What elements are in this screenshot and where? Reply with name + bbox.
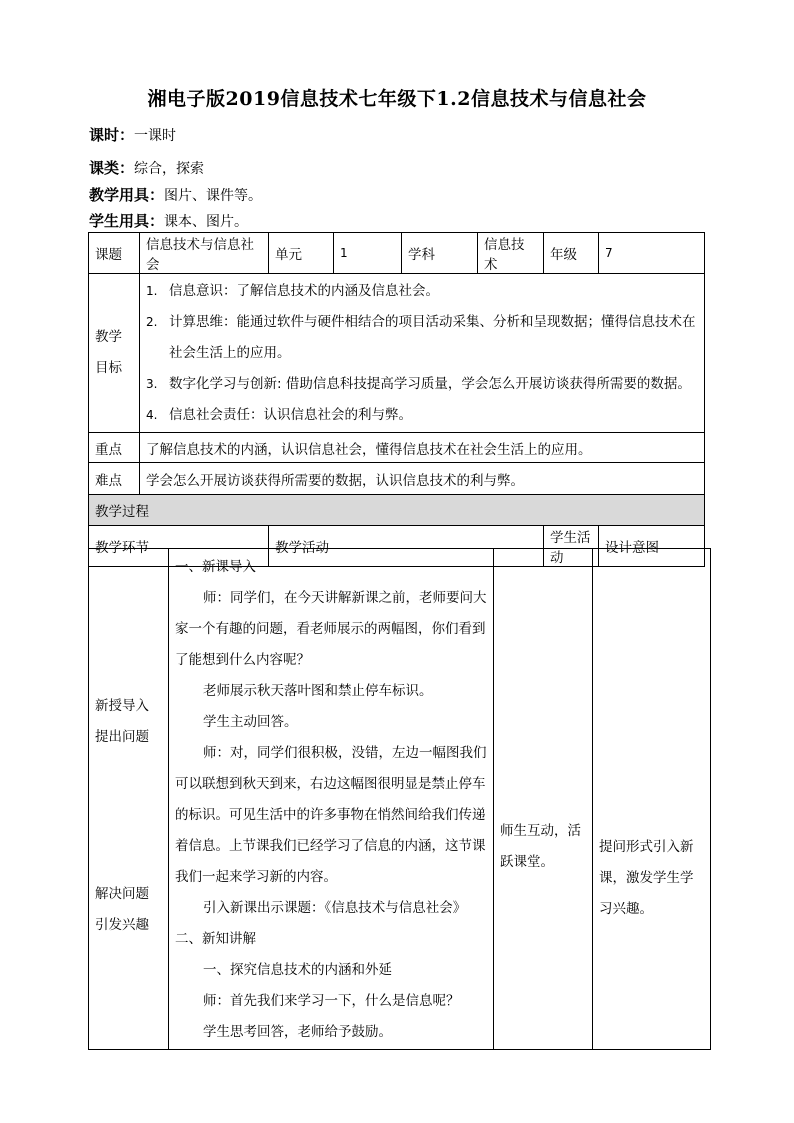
teacher-tools-label: 教学用具： [89, 186, 165, 204]
subject-value: 信息技术 [478, 233, 544, 274]
stage-1-line2: 提出问题 [95, 729, 149, 745]
activity-line: 师：首先我们来学习一下，什么是信息呢？ [203, 993, 460, 1009]
lesson-type [89, 157, 204, 178]
design-intent-header: 设计意图 [599, 526, 705, 567]
design-intent-cell [593, 549, 711, 1050]
unit-label: 单元 [269, 233, 334, 274]
activity-cell [169, 549, 494, 1050]
goal-number: 2. [146, 314, 158, 329]
process-header-row [89, 495, 705, 526]
activity-line: 老师展示秋天落叶图和禁止停车标识。 [203, 683, 433, 699]
process-label: 教学过程 [89, 495, 705, 526]
type-label: 课类： [89, 159, 135, 177]
student-tools [89, 210, 248, 231]
period-value: 一课时 [134, 128, 177, 144]
student-activity-header: 学生活动 [544, 526, 599, 567]
goals-content [140, 274, 705, 433]
stage-1-line1: 新授导入 [95, 698, 149, 714]
goals-label-line1: 教学 [95, 329, 122, 345]
activity-line: 一、探究信息技术的内涵和外延 [203, 962, 392, 978]
stage-header: 教学环节 [89, 526, 269, 567]
topic-label: 课题 [89, 233, 140, 274]
goal-text: 信息意识：了解信息技术的内涵及信息社会。 [169, 282, 439, 299]
activity-line: 学生主动回答。 [203, 714, 298, 730]
unit-value: 1 [334, 233, 402, 274]
goal-item [146, 276, 698, 307]
activity-line: 学生思考回答，老师给予鼓励。 [203, 1024, 392, 1040]
design-intent-text: 提问形式引入新课，激发学生学习兴趣。 [599, 838, 694, 917]
period-label: 课时： [89, 126, 135, 144]
stage-2-line1: 解决问题 [95, 886, 149, 902]
goal-text: 计算思维：能通过软件与硬件相结合的项目活动采集、分析和呈现数据；懂得信息技术在社会生活上的应用。 [169, 313, 696, 361]
key-point-text: 了解信息技术的内涵，认识信息社会，懂得信息技术在社会生活上的应用。 [140, 433, 705, 463]
goal-number: 3. [146, 376, 158, 391]
goal-text: 信息社会责任：认识信息社会的利与弊。 [169, 406, 412, 423]
teacher-tools [89, 184, 262, 205]
key-point-row [89, 433, 705, 463]
goals-row [89, 274, 705, 433]
document-title: 湘电子版2019信息技术七年级下1.2信息技术与信息社会 [147, 88, 647, 110]
student-tools-value: 课本、图片。 [164, 214, 249, 230]
goals-label-line2: 目标 [95, 360, 122, 376]
stage-2 [95, 879, 162, 941]
goal-number: 4. [146, 407, 158, 422]
stage-cell [89, 549, 169, 1050]
goal-text: 数字化学习与创新: 借助信息科技提高学习质量，学会怎么开展访谈获得所需要的数据。 [169, 375, 691, 392]
goal-number: 1. [146, 283, 158, 298]
activity-line: 一、新课导入 [175, 559, 256, 575]
difficulty-text: 学会怎么开展访谈获得所需要的数据，认识信息技术的利与弊。 [140, 463, 705, 495]
difficulty-label: 难点 [89, 463, 140, 495]
lesson-plan-table [88, 232, 705, 567]
stage-2-line2: 引发兴趣 [95, 917, 149, 933]
goal-item [146, 369, 698, 400]
teacher-tools-value: 图片、课件等。 [164, 188, 263, 204]
stage-1 [95, 691, 162, 753]
key-point-label: 重点 [89, 433, 140, 463]
activity-line: 师：对，同学们很积极，没错，左边一幅图我们可以联想到秋天到来，右边这幅图很明显是禁止停车的标识。可见生活中的许多事物在悄然间给我们传递着信息。上节课我们已经学习了信息的内涵，这节课我们一起来学习新的内容。 [175, 745, 487, 885]
activity-line: 引入新课出示课题：《信息技术与信息社会》 [203, 900, 467, 916]
goals-list [146, 276, 698, 431]
info-row [89, 233, 705, 274]
activity-line: 师：同学们，在今天讲解新课之前，老师要问大家一个有趣的问题，看老师展示的两幅图，你们看到了能想到什么内容呢？ [175, 590, 487, 668]
activity-text [175, 552, 487, 1048]
goal-item [146, 400, 698, 431]
topic-value: 信息技术与信息社会 [140, 233, 269, 274]
goals-label [89, 274, 140, 433]
process-body-table [88, 548, 711, 1050]
process-body-row [89, 549, 711, 1050]
lesson-period [89, 124, 176, 145]
student-tools-label: 学生用具： [89, 212, 165, 230]
student-activity-cell [494, 549, 593, 1050]
activity-header: 教学活动 [269, 526, 544, 567]
grade-label: 年级 [544, 233, 599, 274]
type-value: 综合，探索 [134, 161, 205, 177]
subject-label: 学科 [402, 233, 478, 274]
activity-line: 二、新知讲解 [175, 931, 256, 947]
goal-item [146, 307, 698, 369]
grade-value: 7 [599, 233, 705, 274]
difficulty-row [89, 463, 705, 495]
student-activity-text: 师生互动，活跃课堂。 [500, 823, 581, 870]
